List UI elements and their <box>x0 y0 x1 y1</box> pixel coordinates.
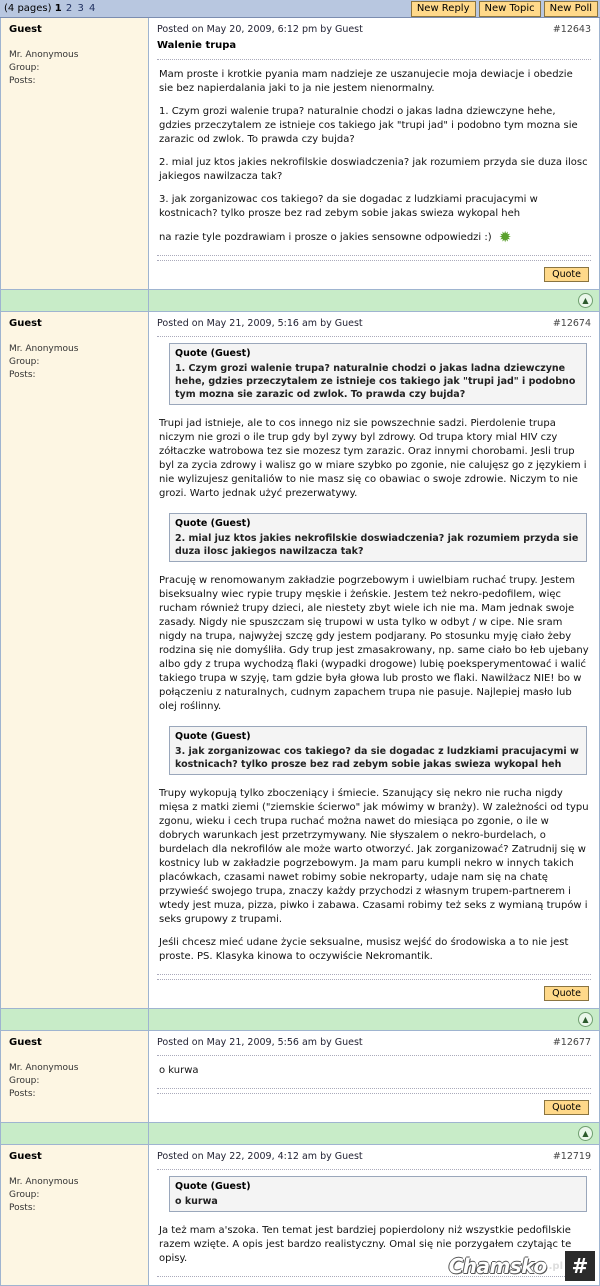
watermark-tld: .pl <box>548 1260 563 1272</box>
post-date: Posted on May 21, 2009, 5:56 am by Guest <box>157 1037 363 1048</box>
puzzle-emoji-icon: ✹ <box>498 228 512 246</box>
separator-right <box>149 290 599 311</box>
post <box>0 18 600 290</box>
author-posts: Posts: <box>9 370 36 380</box>
author-anon: Mr. Anonymous <box>9 50 79 60</box>
pager-page-2[interactable]: 2 <box>65 3 73 14</box>
author-posts: Posts: <box>9 1203 36 1213</box>
post-date: Posted on May 22, 2009, 4:12 am by Guest <box>157 1151 363 1162</box>
post-content <box>157 1060 591 1084</box>
new-reply-button[interactable]: New Reply <box>411 1 476 17</box>
separator-right <box>149 1009 599 1030</box>
quote-text: 3. jak zorganizowac cos takiego? da sie dogadac z ludzkiami pracujacymi w kostnicach? tylko prosze bez rad zebym sobie jakas swieza wykopal heh <box>175 746 579 770</box>
post-separator <box>0 290 600 312</box>
post-author-box <box>1 1145 149 1285</box>
author-group: Group: <box>9 1190 40 1200</box>
author-anon: Mr. Anonymous <box>9 1177 79 1187</box>
quote-header: Quote (Guest) <box>175 731 251 742</box>
post-paragraph: 2. mial juz ktos jakies nekrofilskie doswiadczenia? jak rozumiem przyda sie duza ilosc jakiegos nawilzacza tak? <box>159 157 588 182</box>
post-number[interactable]: #12719 <box>552 1151 591 1162</box>
divider <box>157 1088 591 1089</box>
quote-block <box>169 1176 587 1212</box>
topbar-actions <box>411 1 598 17</box>
post <box>0 1145 600 1286</box>
watermark-logo-icon: # <box>565 1251 595 1281</box>
quote-block <box>169 513 587 562</box>
post-author-box <box>1 1031 149 1122</box>
post-separator <box>0 1123 600 1145</box>
topbar <box>0 0 600 18</box>
quote-header: Quote (Guest) <box>175 348 251 359</box>
new-topic-button[interactable]: New Topic <box>479 1 541 17</box>
divider <box>157 255 591 256</box>
divider <box>157 974 591 975</box>
quote-text: 2. mial juz ktos jakies nekrofilskie doswiadczenia? jak rozumiem przyda sie duza ilosc jakiegos nawilzacza tak? <box>175 533 579 557</box>
quote-block <box>169 343 587 405</box>
author-name[interactable]: Guest <box>9 318 42 329</box>
author-group: Group: <box>9 1076 40 1086</box>
author-group: Group: <box>9 357 40 367</box>
post-number[interactable]: #12677 <box>552 1037 591 1048</box>
author-anon: Mr. Anonymous <box>9 1063 79 1073</box>
post-paragraph-last <box>159 230 589 245</box>
post-paragraph-text: na razie tyle pozdrawiam i prosze o jakies sensowne odpowiedzi :) <box>159 232 492 243</box>
post-header <box>157 1151 591 1165</box>
post-actions <box>157 984 591 1004</box>
post-body <box>149 18 599 289</box>
quote-text: 1. Czym grozi walenie trupa? naturalnie chodzi o jakas ladna dziewczyne hehe, gdzies przeczytalem ze istnieje cos takiego jak "trupi jad" i podobno tym mozna sie zarazic od zwlok. To prawda czy bujda? <box>175 363 576 400</box>
separator-right <box>149 1123 599 1144</box>
quote-header: Quote (Guest) <box>175 518 251 529</box>
post-header <box>157 1037 591 1051</box>
post-author-box <box>1 18 149 289</box>
divider <box>157 260 591 261</box>
divider <box>157 59 591 60</box>
post-paragraph: Trupi jad istnieje, ale to cos innego niz sie powszechnie sadzi. Pierdolenie trupa niczym nie grozi o ile trup gdy byl zywy byl zdrowy. Od trupa ktory mial HIV czy zółtaczke watrobowa tez sie mozesz tym zarazic. Oraz innymi chorobami. Jesli trup byl za zycia zdrowy i walisz go w miare szybko po zgonie, nie calujęsz go z językiem i nie wylizujesz genitaliów to nie masz się co obawiac o swoje zdrowie. Niczym to nie grozi. Warto jednak użyć prezerwatywy. <box>159 418 587 499</box>
post-actions <box>157 1098 591 1118</box>
author-name[interactable]: Guest <box>9 1151 42 1162</box>
post-number[interactable]: #12643 <box>552 24 591 35</box>
post-header <box>157 24 591 38</box>
post <box>0 1031 600 1123</box>
post-title: Walenie trupa <box>157 40 237 51</box>
author-anon: Mr. Anonymous <box>9 344 79 354</box>
post-paragraph: Jeśli chcesz mieć udane życie seksualne, musisz wejść do środowiska a to nie jest proste. PS. Klasyka kinowa to oczywiście Nekromantik. <box>159 937 569 962</box>
post-date: Posted on May 20, 2009, 6:12 pm by Guest <box>157 24 363 35</box>
post-header <box>157 318 591 332</box>
new-poll-button[interactable]: New Poll <box>544 1 598 17</box>
divider <box>157 1055 591 1056</box>
post-body <box>149 312 599 1008</box>
post-paragraph: Ja też mam a'szoka. Ten temat jest bardziej popierdolony niż wszystkie pedofilskie razem wzięte. A opis jest bardzo realistyczny. Omal się nie porzygałem czytając te opisy. <box>159 1225 572 1264</box>
divider <box>157 1093 591 1094</box>
post-paragraph: Trupy wykopują tylko zboczeniący i śmiecie. Szanujący się nekro nie rucha nigdy mięsa z matki ziemi ("ziemskie ścierwo" jak mówimy w branży). W zależności od typu zgonu, wieku i cech trupa ruchać można nawet do miesiąca po zgonie, o ile w dobrych warunkach jest przetrzymywany. Nie słyszalem o nekro-burdelach, o burdelach dla nekrofilów ale może warto otworzyć. Jak zorganizować? Zatrudnij się w kostnicy lub w zakładzie pogrzebowym. Ja mam paru kumpli nekro w innych takich placówkach, czasami nawet robimy sobie nekroparty, udaje nam się na chatę przywieść swojego trupa, znaczy każdy przychodzi z własnym trupem-partnerem i wtedy jest muza, pizza, piwko i zabawa. Czasami robimy też seks z wymianą trupów i seks grupowy z trupami. <box>159 788 589 925</box>
post-separator <box>0 1009 600 1031</box>
watermark-text: Chamsko <box>448 1254 547 1278</box>
pagination <box>2 3 96 14</box>
divider <box>157 979 591 980</box>
pager-prefix: (4 pages) <box>4 3 52 14</box>
author-group: Group: <box>9 63 40 73</box>
pager-page-4[interactable]: 4 <box>89 3 96 14</box>
divider <box>157 336 591 337</box>
post-body <box>149 1031 599 1122</box>
scroll-up-icon[interactable]: ▲ <box>578 1126 593 1141</box>
post-paragraph: Mam proste i krotkie pyania mam nadzieje ze uszanujecie moja dewiacje i obedzie sie bez napierdalania jaki to ja nie jestem nienormalny. <box>159 69 573 94</box>
post-paragraph: o kurwa <box>159 1065 199 1076</box>
post-body <box>149 1145 599 1285</box>
quote-block <box>169 726 587 775</box>
separator-left <box>1 1009 149 1030</box>
post-number[interactable]: #12674 <box>552 318 591 329</box>
post-content <box>157 64 591 251</box>
separator-left <box>1 290 149 311</box>
quote-button[interactable]: Quote <box>544 986 589 1001</box>
post-actions <box>157 265 591 285</box>
post-content <box>157 413 591 507</box>
post-content <box>157 783 591 970</box>
quote-header: Quote (Guest) <box>175 1181 251 1192</box>
quote-button[interactable]: Quote <box>544 267 589 282</box>
quote-text: o kurwa <box>175 1196 218 1207</box>
author-name[interactable]: Guest <box>9 24 42 35</box>
separator-left <box>1 1123 149 1144</box>
post-paragraph: 1. Czym grozi walenie trupa? naturalnie chodzi o jakas ladna dziewczyne hehe, gdzies przeczytalem ze istnieje cos takiego jak "trupi jad" i podobno tym mozna sie zarazic od zwlok. To prawda czy bujda? <box>159 106 578 145</box>
author-name[interactable]: Guest <box>9 1037 42 1048</box>
scroll-up-icon[interactable]: ▲ <box>578 293 593 308</box>
scroll-up-icon[interactable]: ▲ <box>578 1012 593 1027</box>
post-date: Posted on May 21, 2009, 5:16 am by Guest <box>157 318 363 329</box>
pager-page-1[interactable]: 1 <box>54 3 62 14</box>
post <box>0 312 600 1009</box>
author-posts: Posts: <box>9 1089 36 1099</box>
divider <box>157 1169 591 1170</box>
author-posts: Posts: <box>9 76 36 86</box>
pager-page-3[interactable]: 3 <box>77 3 84 14</box>
post-paragraph: 3. jak zorganizowac cos takiego? da sie dogadac z ludzkiami pracujacymi w kostnicach? tylko prosze bez rad zebym sobie jakas swieza wykopal heh <box>159 194 538 219</box>
post-content <box>157 570 591 720</box>
post-author-box <box>1 312 149 1008</box>
quote-button[interactable]: Quote <box>544 1100 589 1115</box>
watermark <box>449 1251 595 1281</box>
post-paragraph: Pracuję w renomowanym zakładzie pogrzebowym i uwielbiam ruchać trupy. Jestem biseksualny wiec rypie trupy męskie i żeńskie. Jestem też nekro-pedofilem, więc rucham również trupy dzieci, ale niestety zbyt wiele ich nie ma. Mam jednak swoje zasady. Nigdy nie spuszczam się trupowi w usta tylko w odbyt / w cipe. Nie sram nigdy na trupa, najwyżej szczę gdy jestem podjarany. Po stosunku myję ciało żeby rodzina się nie domyśliła. Gdy trup jest zmasakrowany, np. same ciało bo łeb ujebany albo gdy z trupa wychodzą flaki (wypadki drogowe) lubię poeksperymentować i walić takiego trupa w szyję, tam gdzie była głowa lub prosto we flaki. Nawilżacz NIE! bo w połączeniu z naturalnych, cudnym zapachem trupa nie pasuje. Najlepiej masło lub olej roślinny. <box>159 575 589 712</box>
